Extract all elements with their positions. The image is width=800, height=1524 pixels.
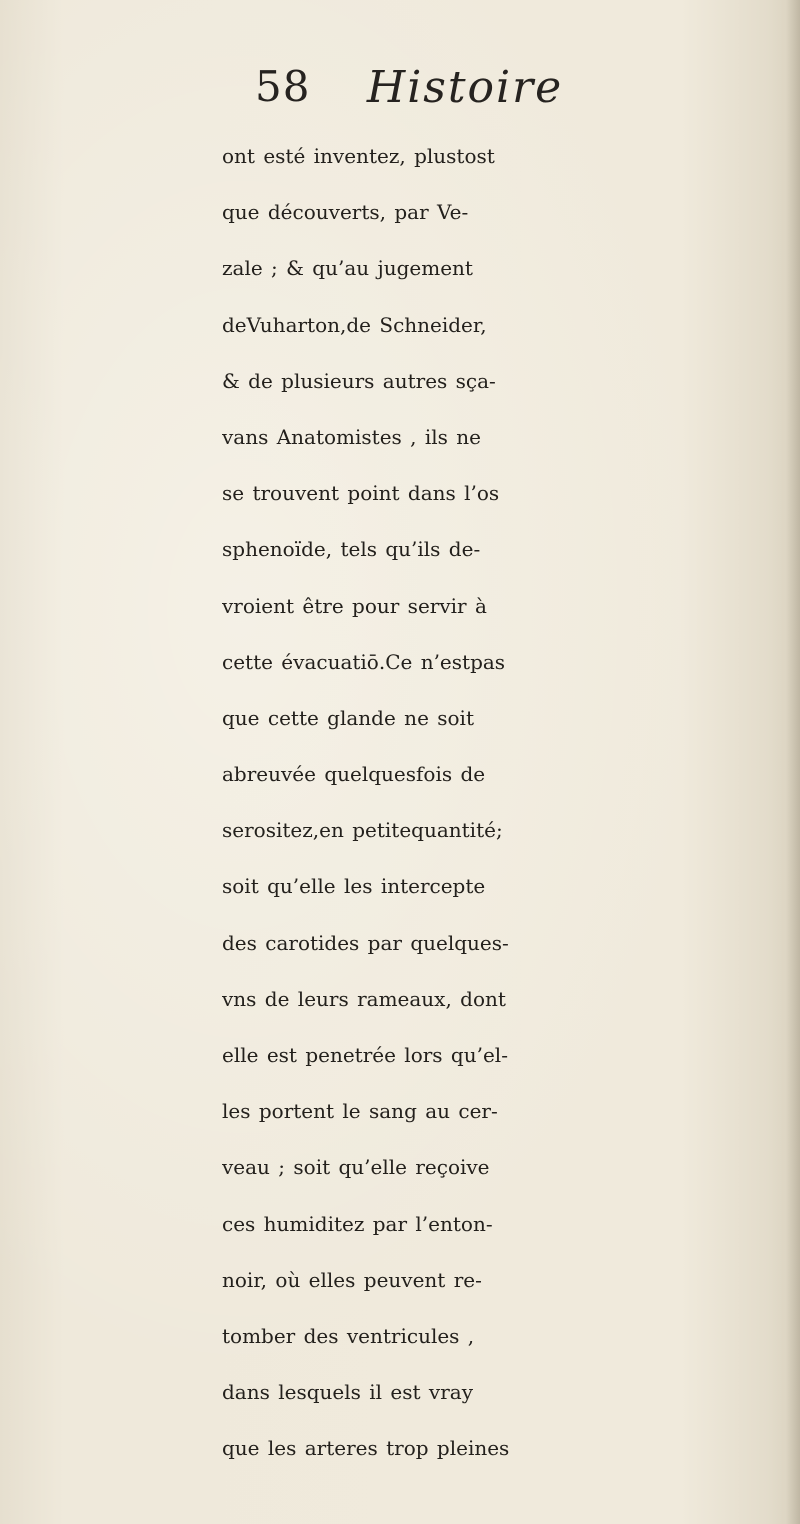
text-line: tomber des ventricules , xyxy=(222,1323,475,1348)
text-line: vns de leurs rameaux, dont xyxy=(222,986,506,1011)
text-line: des carotides par quelques- xyxy=(222,930,509,955)
text-line: sphenoïde, tels qu’ils de- xyxy=(222,537,481,562)
text-line: se trouvent point dans l’os xyxy=(222,481,500,506)
text-line: & de plusieurs autres sça- xyxy=(222,368,496,393)
page-header xyxy=(255,62,675,122)
text-line: dans lesquels il est vray xyxy=(222,1380,473,1405)
text-line: noir, où elles peuvent re- xyxy=(222,1267,482,1292)
text-line: zale ; & qu’au jugement xyxy=(222,256,473,281)
body-text xyxy=(222,128,790,1477)
text-line: abreuvée quelquesfois de xyxy=(222,762,486,787)
page-number: 58 xyxy=(255,62,311,111)
text-line: ces humiditez par l’enton- xyxy=(222,1211,493,1236)
text-line: que découverts, par Ve- xyxy=(222,200,469,225)
text-line: vans Anatomistes , ils ne xyxy=(222,424,482,449)
text-line: que cette glande ne soit xyxy=(222,705,474,730)
text-line: que les arteres trop pleines xyxy=(222,1436,510,1461)
text-line: veau ; soit qu’elle reçoive xyxy=(222,1155,490,1180)
text-line: ont esté inventez, plustost xyxy=(222,144,495,168)
text-line: soit qu’elle les intercepte xyxy=(222,874,486,899)
text-line: serositez,en petitequantité; xyxy=(222,818,503,843)
text-line: les portent le sang au cer- xyxy=(222,1099,498,1124)
text-line: cette évacuatiō.Ce n’estpas xyxy=(222,649,506,674)
text-line: deVuharton,de Schneider, xyxy=(222,312,487,337)
running-title: Histoire xyxy=(366,62,564,113)
text-line: elle est penetrée lors qu’el- xyxy=(222,1043,508,1067)
text-line: vroient être pour servir à xyxy=(222,593,487,618)
